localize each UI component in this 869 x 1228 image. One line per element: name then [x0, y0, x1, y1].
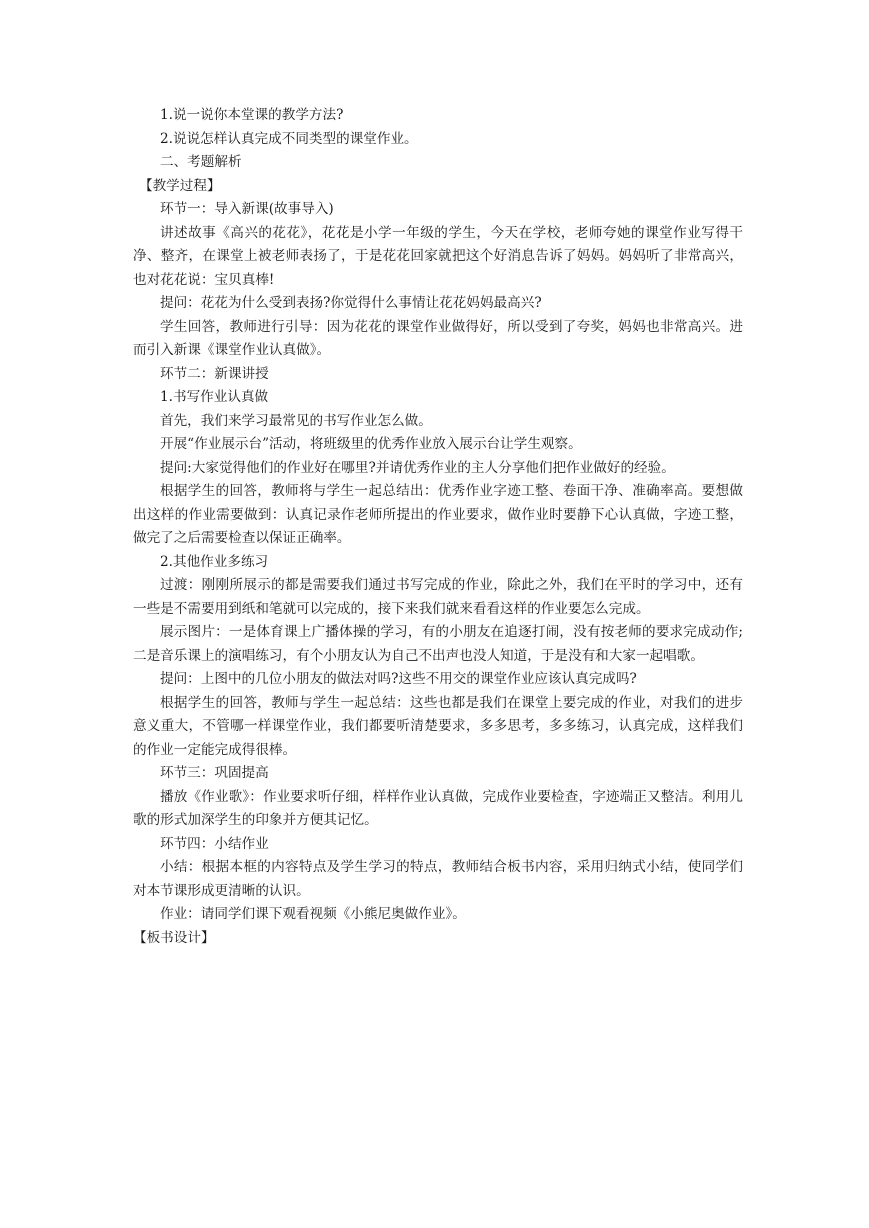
question-1: 1.说一说你本堂课的教学方法? [160, 107, 344, 123]
subsection-1-heading: 1.书写作业认真做 [160, 389, 269, 405]
subsection-1-intro: 首先，我们来学习最常见的书写作业怎么做。 [160, 412, 432, 429]
step-4-heading: 环节四：小结作业 [160, 835, 269, 852]
step-4-summary: 小结：根据本框的内容特点及学生学习的特点，教师结合板书内容，采用归纳式小结，使同学们对本节课形成更清晰的认识。 [133, 859, 743, 899]
section-heading-board-design: 【板书设计】 [133, 929, 215, 946]
subsection-2-transition: 过渡：刚刚所展示的都是需要我们通过书写完成的作业，除此之外，我们在平时的学习中，还有一些是不需要用到纸和笔就可以完成的，接下来我们就来看看这样的作业要怎么完成。 [133, 577, 743, 617]
step-3-heading: 环节三：巩固提高 [160, 765, 269, 781]
step-1-answer: 学生回答，教师进行引导：因为花花的课堂作业做得好，所以受到了夸奖，妈妈也非常高兴。进而引入新课《课堂作业认真做》。 [133, 318, 743, 358]
document-body [133, 104, 743, 950]
step-1-heading: 环节一：导入新课(故事导入) [160, 201, 334, 217]
subsection-1-summary: 根据学生的回答，教师将与学生一起总结出：优秀作业字迹工整、卷面干净、准确率高。要想做出这样的作业需要做到：认真记录作老师所提出的作业要求，做作业时要静下心认真做，字迹工整，做完了之后需要检查以保证正确率。 [133, 483, 743, 546]
subsection-1-question: 提问:大家觉得他们的作业好在哪里?并请优秀作业的主人分享他们把作业做好的经验。 [160, 459, 675, 476]
section-heading-exam-analysis: 二、考题解析 [160, 154, 242, 170]
subsection-2-question: 提问：上图中的几位小朋友的做法对吗?这些不用交的课堂作业应该认真完成吗? [160, 671, 637, 687]
step-3-song: 播放《作业歌》：作业要求听仔细，样样作业认真做，完成作业要检查，字迹端正又整洁。利用儿歌的形式加深学生的印象并方便其记忆。 [133, 788, 743, 828]
step-1-question: 提问：花花为什么受到表扬?你觉得什么事情让花花妈妈最高兴? [160, 295, 542, 311]
question-2: 2.说说怎样认真完成不同类型的课堂作业。 [160, 130, 418, 147]
section-heading-teaching-process: 【教学过程】 [139, 177, 221, 194]
step-4-homework: 作业：请同学们课下观看视频《小熊尼奥做作业》。 [160, 906, 466, 922]
subsection-2-heading: 2.其他作业多练习 [160, 553, 269, 570]
subsection-2-pictures: 展示图片：一是体育课上广播体操的学习，有的小朋友在追逐打闹，没有按老师的要求完成动作;二是音乐课上的演唱练习，有个小朋友认为自己不出声也没人知道，于是没有和大家一起唱歌。 [133, 624, 743, 664]
step-2-heading: 环节二：新课讲授 [160, 365, 269, 382]
subsection-2-summary: 根据学生的回答，教师与学生一起总结：这些也都是我们在课堂上要完成的作业，对我们的进步意义重大，不管哪一样课堂作业，我们都要听清楚要求，多多思考，多多练习，认真完成，这样我们的作业一定能完成得很棒。 [133, 694, 743, 758]
step-1-story: 讲述故事《高兴的花花》，花花是小学一年级的学生，今天在学校，老师夸她的课堂作业写得干净、整齐，在课堂上被老师表扬了，于是花花回家就把这个好消息告诉了妈妈。妈妈听了非常高兴，也对花花说：宝贝真棒! [133, 224, 743, 288]
subsection-1-activity: 开展“作业展示台”活动，将班级里的优秀作业放入展示台让学生观察。 [160, 436, 582, 452]
